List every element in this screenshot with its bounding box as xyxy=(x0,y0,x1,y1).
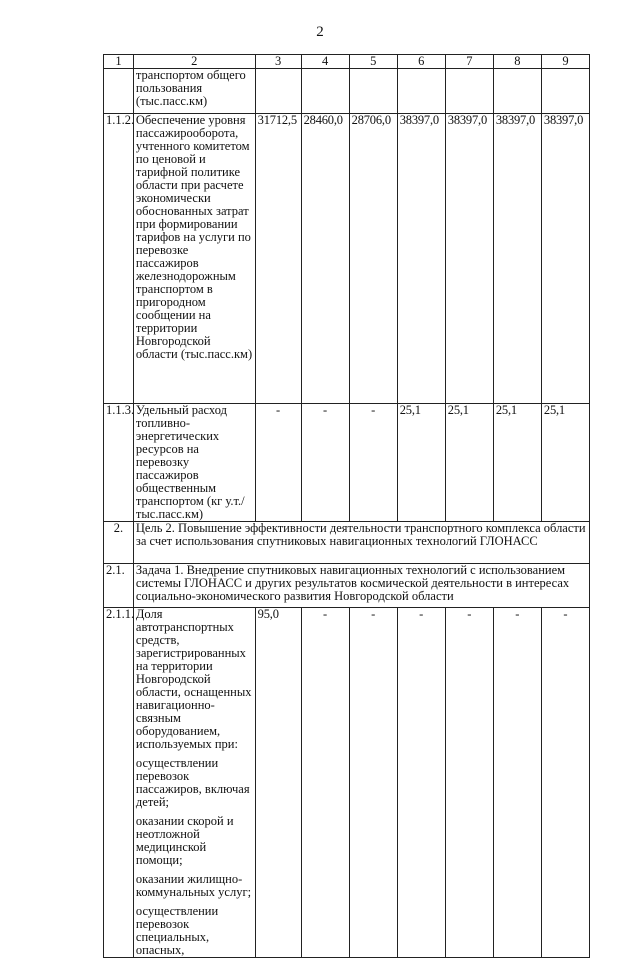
row-number: 1.1.3. xyxy=(104,404,134,522)
value-cell: 25,1 xyxy=(397,404,445,522)
value-cell: 25,1 xyxy=(541,404,589,522)
value-cell: - xyxy=(349,404,397,522)
goal-text: Цель 2. Повышение эффективности деятельности транспортного комплекса области за счет использования спутниковых навигационных технологий ГЛОНАСС xyxy=(133,522,589,564)
value-cell: - xyxy=(349,608,397,958)
value-cell: - xyxy=(493,608,541,958)
value-cell: - xyxy=(397,608,445,958)
indicators-table xyxy=(103,54,590,958)
indicator-paragraph: осуществлении перевозок пассажиров, включая детей; xyxy=(135,756,250,809)
row-number: 2.1.1. xyxy=(104,608,134,958)
value-cell: 25,1 xyxy=(493,404,541,522)
row-number xyxy=(104,69,134,114)
indicator-text: транспортом общего пользования (тыс.пасс.км) xyxy=(133,69,255,114)
column-numbers-row xyxy=(104,55,590,69)
value-cell: - xyxy=(445,608,493,958)
column-number: 9 xyxy=(541,55,589,69)
column-number: 2 xyxy=(133,55,255,69)
value-cell: 28706,0 xyxy=(349,114,397,404)
page-number: 2 xyxy=(316,24,324,40)
column-number: 8 xyxy=(493,55,541,69)
indicator-text: Обеспечение уровня пассажирооборота, учтенного комитетом по ценовой и тарифной политике области при расчете экономически обоснованных затрат при формировании тарифов на услуги по перевозке пассажиров железнодорожным транспортом в пригородном сообщении на территории Новгородской области (тыс.пасс.км) xyxy=(133,114,255,404)
value-cell: 38397,0 xyxy=(541,114,589,404)
value-cell: 25,1 xyxy=(445,404,493,522)
indicator-text: Удельный расход топливно-энергетических ресурсов на перевозку пассажиров общественным транспортом (кг у.т./тыс.пасс.км) xyxy=(133,404,255,522)
column-number: 5 xyxy=(349,55,397,69)
value-cell: - xyxy=(301,608,349,958)
row-number: 1.1.2. xyxy=(104,114,134,404)
task-text: Задача 1. Внедрение спутниковых навигационных технологий с использованием системы ГЛОНАСС и других результатов космической деятельности в интересах социально-экономического развития Новгородской области xyxy=(133,564,589,608)
row-number: 2. xyxy=(104,522,134,564)
indicator-paragraph: осуществлении перевозок специальных, опасных, xyxy=(135,904,219,957)
value-cell: 31712,5 xyxy=(255,114,301,404)
value-cell: 38397,0 xyxy=(397,114,445,404)
column-number: 3 xyxy=(255,55,301,69)
row-number: 2.1. xyxy=(104,564,134,608)
task-row xyxy=(104,564,590,608)
column-number: 4 xyxy=(301,55,349,69)
value-cell: 28460,0 xyxy=(301,114,349,404)
value-cell: - xyxy=(301,404,349,522)
table-row xyxy=(104,114,590,404)
indicator-paragraph: оказании жилищно-коммунальных услуг; xyxy=(135,872,252,899)
goal-row xyxy=(104,522,590,564)
table-row xyxy=(104,608,590,958)
value-cell: 38397,0 xyxy=(493,114,541,404)
value-cell: - xyxy=(541,608,589,958)
column-number: 1 xyxy=(104,55,134,69)
indicator-paragraph: оказании скорой и неотложной медицинской помощи; xyxy=(135,814,234,867)
value-cell: 38397,0 xyxy=(445,114,493,404)
table-row xyxy=(104,404,590,522)
column-number: 6 xyxy=(397,55,445,69)
value-cell: - xyxy=(255,404,301,522)
indicator-text xyxy=(133,608,255,958)
indicator-paragraph: Доля автотранспортных средств, зарегистрированных на территории Новгородской области, оснащенных навигационно-связным оборудованием, используемых при: xyxy=(135,607,252,751)
continued-row xyxy=(104,69,590,114)
column-number: 7 xyxy=(445,55,493,69)
value-cell: 95,0 xyxy=(255,608,301,958)
